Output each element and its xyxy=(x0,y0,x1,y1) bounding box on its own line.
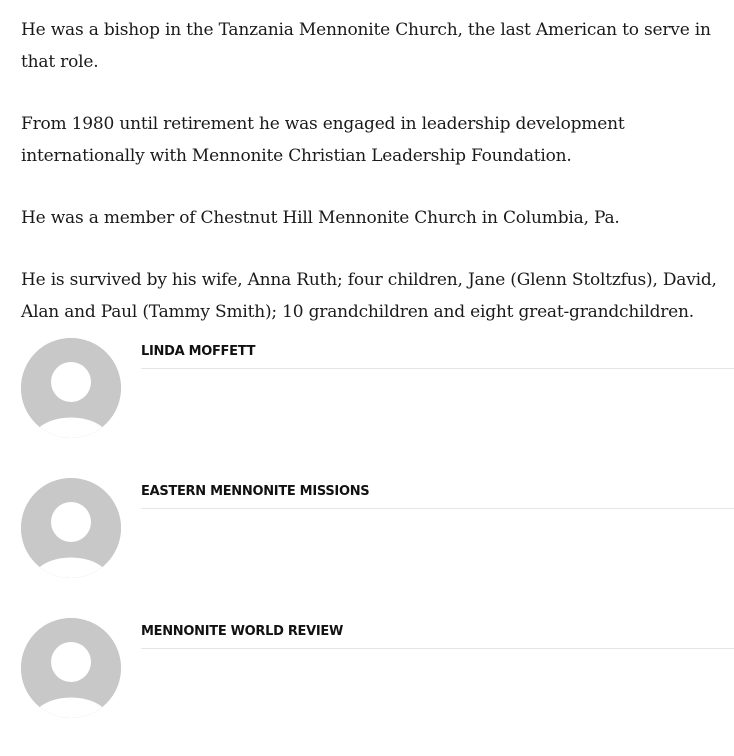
article-paragraph: He was a member of Chestnut Hill Mennonite Church in Columbia, Pa. xyxy=(21,208,620,228)
default-user-icon xyxy=(21,338,121,438)
article-paragraph: He was a bishop in the Tanzania Mennonite Church, the last American to serve in that role. xyxy=(21,20,711,72)
author-box xyxy=(21,616,734,756)
avatar[interactable] xyxy=(21,618,121,718)
article-paragraph: He is survived by his wife, Anna Ruth; four children, Jane (Glenn Stoltzfus), David, Alan and Paul (Tammy Smith); 10 grandchildren and eight great-grandchildren. xyxy=(21,270,717,322)
default-user-icon xyxy=(21,618,121,718)
author-box xyxy=(21,476,734,616)
author-meta xyxy=(141,336,734,369)
author-meta xyxy=(141,476,734,509)
article-paragraph: From 1980 until retirement he was engaged in leadership development internationally with Mennonite Christian Leadership Foundation. xyxy=(21,114,625,166)
author-name-link[interactable]: LINDA MOFFETT xyxy=(141,344,256,359)
author-box xyxy=(21,336,734,476)
author-name-link[interactable]: EASTERN MENNONITE MISSIONS xyxy=(141,484,370,499)
author-meta xyxy=(141,616,734,649)
author-list xyxy=(21,336,734,756)
author-name-link[interactable]: MENNONITE WORLD REVIEW xyxy=(141,624,344,639)
avatar[interactable] xyxy=(21,338,121,438)
avatar[interactable] xyxy=(21,478,121,578)
default-user-icon xyxy=(21,478,121,578)
article-body xyxy=(21,14,721,358)
